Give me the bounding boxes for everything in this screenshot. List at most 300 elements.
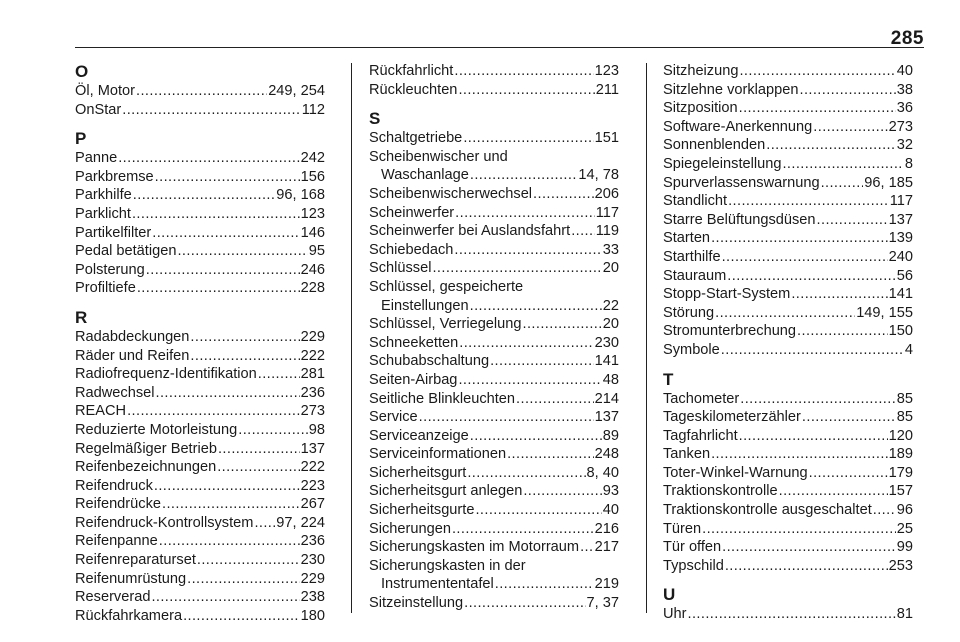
entry-pages: 141 — [888, 286, 913, 303]
leader-dots — [152, 224, 299, 243]
entry-term: Radiofrequenz-Identifikation — [75, 366, 257, 383]
index-entry — [369, 408, 619, 427]
entry-term: Reifendruck — [75, 477, 153, 494]
index-section — [663, 62, 913, 360]
leader-dots — [802, 408, 896, 427]
leader-dots — [455, 204, 595, 223]
entry-pages: 123 — [300, 205, 325, 222]
index-entry — [75, 458, 325, 477]
entry-pages: 180 — [300, 607, 325, 624]
index-entry — [663, 557, 913, 576]
index-entry — [663, 341, 913, 360]
leader-dots — [183, 607, 300, 626]
entry-term: Sitzeinstellung — [369, 595, 464, 612]
entry-pages: 246 — [300, 261, 325, 278]
entry-term: OnStar — [75, 101, 122, 118]
entry-pages: 96, 185 — [864, 174, 913, 191]
entry-pages: 229 — [300, 570, 325, 587]
entry-term: Schneeketten — [369, 334, 459, 351]
entry-pages: 96 — [896, 502, 913, 519]
leader-dots — [740, 390, 896, 409]
entry-pages: 151 — [594, 130, 619, 147]
leader-dots — [490, 352, 594, 371]
entry-pages: 149, 155 — [856, 304, 913, 321]
index-section — [75, 129, 325, 298]
leader-dots — [190, 347, 299, 366]
leader-dots — [727, 267, 895, 286]
entry-pages: 214 — [594, 390, 619, 407]
entry-term: Sicherheitsgurt — [369, 464, 467, 481]
index-entry — [75, 532, 325, 551]
leader-dots — [464, 594, 585, 613]
entry-term: Sicherungen — [369, 520, 451, 537]
index-column-1 — [75, 62, 325, 625]
entry-pages: 248 — [594, 446, 619, 463]
index-entry — [663, 211, 913, 230]
index-entry — [663, 267, 913, 286]
index-entry — [369, 371, 619, 390]
entry-pages: 120 — [888, 427, 913, 444]
index-entry — [663, 99, 913, 118]
index-entry — [663, 136, 913, 155]
leader-dots — [533, 185, 594, 204]
entry-pages: 20 — [602, 260, 619, 277]
entry-pages: 89 — [602, 427, 619, 444]
leader-dots — [470, 427, 602, 446]
leader-dots — [739, 62, 895, 81]
leader-dots — [459, 334, 593, 353]
index-entry — [663, 482, 913, 501]
index-section — [369, 62, 619, 99]
entry-pages: 99 — [896, 539, 913, 556]
index-entry — [75, 82, 325, 101]
entry-term-line1: Schlüssel, gespeicherte — [369, 278, 524, 295]
index-entry — [75, 421, 325, 440]
entry-pages: 222 — [300, 347, 325, 364]
section-letter: O — [75, 62, 89, 81]
leader-dots — [702, 520, 896, 539]
leader-dots — [132, 205, 300, 224]
index-entry — [75, 242, 325, 261]
entry-pages: 179 — [888, 464, 913, 481]
entry-pages: 85 — [896, 409, 913, 426]
index-entry — [369, 315, 619, 334]
entry-term: Parklicht — [75, 205, 131, 222]
leader-dots — [254, 514, 275, 533]
section-letter: U — [663, 585, 676, 605]
index-entry — [75, 607, 325, 626]
leader-dots — [467, 464, 585, 483]
index-entry — [75, 495, 325, 514]
entry-term: Partikelfilter — [75, 224, 152, 241]
entry-pages: 236 — [300, 384, 325, 401]
leader-dots — [118, 149, 299, 168]
entry-pages: 40 — [602, 502, 619, 519]
leader-dots — [711, 445, 888, 464]
index-entry — [369, 148, 619, 185]
entry-term: Einstellungen — [381, 297, 469, 314]
leader-dots — [190, 328, 299, 347]
entry-term: Profiltiefe — [75, 280, 136, 297]
entry-pages: 228 — [300, 280, 325, 297]
entry-term: Sicherungskasten im Motorraum — [369, 539, 580, 556]
leader-dots — [739, 427, 888, 446]
entry-term: Störung — [663, 304, 715, 321]
entry-term: Seiten-Airbag — [369, 371, 458, 388]
index-entry — [663, 445, 913, 464]
entry-term: Reifendrücke — [75, 496, 161, 513]
index-entry — [369, 557, 619, 594]
index-entry — [663, 248, 913, 267]
index-entry — [663, 304, 913, 323]
entry-term: Sitzheizung — [663, 63, 739, 79]
leader-dots — [137, 279, 300, 298]
entry-pages: 253 — [888, 557, 913, 574]
leader-dots — [817, 211, 888, 230]
index-entry — [369, 259, 619, 278]
leader-dots — [197, 551, 300, 570]
entry-term: Serviceanzeige — [369, 427, 469, 444]
entry-term: Schiebedach — [369, 241, 454, 258]
entry-term: Symbole — [663, 341, 720, 358]
entry-pages: 123 — [594, 63, 619, 79]
entry-term: Radabdeckungen — [75, 328, 190, 345]
index-entry — [75, 514, 325, 533]
entry-pages: 137 — [888, 211, 913, 228]
entry-pages: 98 — [308, 421, 325, 438]
entry-pages: 156 — [300, 168, 325, 185]
entry-pages: 56 — [896, 267, 913, 284]
entry-pages: 141 — [594, 353, 619, 370]
index-entry — [75, 224, 325, 243]
entry-term: Reifenumrüstung — [75, 570, 187, 587]
leader-dots — [218, 440, 300, 459]
leader-dots — [419, 408, 594, 427]
entry-term: Sitzlehne vorklappen — [663, 81, 799, 98]
leader-dots — [454, 241, 601, 260]
entry-term: Reifenreparaturset — [75, 552, 196, 569]
entry-pages: 236 — [300, 533, 325, 550]
leader-dots — [571, 222, 595, 241]
entry-pages: 85 — [896, 390, 913, 407]
index-entry — [663, 501, 913, 520]
entry-term: Stauraum — [663, 267, 727, 284]
entry-term: Regelmäßiger Betrieb — [75, 440, 217, 457]
index-section — [75, 308, 325, 626]
leader-dots — [155, 168, 300, 187]
index-entry — [369, 129, 619, 148]
section-letter: P — [75, 129, 87, 149]
leader-dots — [495, 575, 594, 594]
leader-dots — [821, 174, 864, 193]
leader-dots — [523, 315, 602, 334]
index-entry — [75, 279, 325, 298]
entry-term: Stromunterbrechung — [663, 323, 797, 340]
entry-term: Serviceinformationen — [369, 446, 507, 463]
header-rule — [75, 47, 924, 48]
entry-pages: 96, 168 — [276, 187, 325, 204]
entry-pages: 4 — [904, 341, 913, 358]
leader-dots — [122, 101, 301, 120]
index-entry — [369, 278, 619, 315]
entry-term: Starre Belüftungsdüsen — [663, 211, 816, 228]
entry-term: Schaltgetriebe — [369, 130, 463, 147]
entry-pages: 230 — [594, 334, 619, 351]
leader-dots — [722, 538, 896, 557]
leader-dots — [463, 129, 593, 148]
leader-dots — [722, 248, 888, 267]
index-column-2 — [369, 62, 619, 613]
leader-dots — [177, 242, 307, 261]
leader-dots — [715, 304, 855, 323]
entry-term: Service — [369, 409, 418, 426]
index-entry — [75, 328, 325, 347]
entry-pages: 137 — [300, 440, 325, 457]
entry-pages: 157 — [888, 483, 913, 500]
entry-pages: 38 — [896, 81, 913, 98]
index-entry — [663, 322, 913, 341]
leader-dots — [799, 81, 895, 100]
entry-term-line2 — [369, 297, 619, 316]
leader-dots — [725, 557, 888, 576]
index-section — [369, 109, 619, 612]
entry-pages: 8, 40 — [586, 464, 619, 481]
entry-term: Uhr — [663, 606, 687, 623]
index-entry — [663, 408, 913, 427]
entry-term: Sitzposition — [663, 100, 738, 117]
index-entry — [663, 174, 913, 193]
entry-pages: 150 — [888, 323, 913, 340]
index-entry — [663, 285, 913, 304]
leader-dots — [797, 322, 888, 341]
entry-term: Rückfahrlicht — [369, 63, 454, 79]
entry-term: Tagfahrlicht — [663, 427, 738, 444]
leader-dots — [136, 82, 267, 101]
index-entry — [75, 186, 325, 205]
entry-term: Traktionskontrolle — [663, 483, 778, 500]
index-entry — [75, 149, 325, 168]
entry-pages: 267 — [300, 496, 325, 513]
entry-term: Reduzierte Motorleistung — [75, 421, 238, 438]
index-entry — [663, 155, 913, 174]
leader-dots — [507, 445, 594, 464]
entry-pages: 32 — [896, 137, 913, 154]
leader-dots — [791, 285, 887, 304]
leader-dots — [238, 421, 308, 440]
entry-term: Tanken — [663, 446, 711, 463]
leader-dots — [470, 166, 578, 185]
index-entry — [75, 261, 325, 280]
entry-term: Sicherheitsgurt anlegen — [369, 483, 523, 500]
leader-dots — [146, 261, 300, 280]
entry-term-line2 — [369, 575, 619, 594]
entry-term: Scheinwerfer — [369, 204, 455, 221]
entry-pages: 7, 37 — [586, 595, 619, 612]
leader-dots — [873, 501, 896, 520]
leader-dots — [154, 477, 300, 496]
index-entry — [369, 464, 619, 483]
index-entry — [75, 440, 325, 459]
entry-term: Waschanlage — [381, 167, 469, 184]
index-entry — [663, 520, 913, 539]
leader-dots — [580, 538, 594, 557]
entry-term: Reserverad — [75, 589, 151, 606]
index-entry — [369, 501, 619, 520]
entry-pages: 139 — [888, 230, 913, 247]
index-entry — [369, 482, 619, 501]
leader-dots — [151, 588, 299, 607]
index-entry — [369, 334, 619, 353]
index-entry — [663, 538, 913, 557]
leader-dots — [779, 482, 888, 501]
entry-pages: 137 — [594, 409, 619, 426]
leader-dots — [458, 81, 594, 100]
entry-term: Sonnenblenden — [663, 137, 766, 154]
entry-term: Polsterung — [75, 261, 145, 278]
entry-term: Standlicht — [663, 193, 728, 210]
leader-dots — [721, 341, 904, 360]
index-entry — [663, 427, 913, 446]
leader-dots — [711, 229, 888, 248]
entry-term: Scheibenwischerwechsel — [369, 185, 533, 202]
leader-dots — [133, 186, 276, 205]
index-entry — [369, 81, 619, 100]
leader-dots — [475, 501, 601, 520]
entry-term: Türen — [663, 520, 702, 537]
entry-pages: 223 — [300, 477, 325, 494]
index-entry — [663, 192, 913, 211]
entry-pages: 273 — [300, 403, 325, 420]
index-entry — [369, 427, 619, 446]
entry-term: Starten — [663, 230, 711, 247]
entry-pages: 240 — [888, 248, 913, 265]
leader-dots — [728, 192, 889, 211]
index-entry — [663, 464, 913, 483]
entry-term: Parkbremse — [75, 168, 154, 185]
index-entry — [75, 101, 325, 120]
entry-pages: 230 — [300, 552, 325, 569]
leader-dots — [766, 136, 896, 155]
entry-term: Schubabschaltung — [369, 353, 490, 370]
entry-pages: 119 — [595, 223, 619, 240]
entry-pages: 14, 78 — [578, 167, 619, 184]
index-entry — [369, 222, 619, 241]
leader-dots — [162, 495, 300, 514]
leader-dots — [156, 384, 300, 403]
entry-pages: 273 — [888, 118, 913, 135]
entry-term: Spurverlassenswarnung — [663, 174, 820, 191]
entry-pages: 33 — [602, 241, 619, 258]
section-letter: R — [75, 307, 88, 327]
entry-term-line1: Sicherungskasten in der — [369, 557, 526, 574]
entry-term: Rückleuchten — [369, 81, 458, 98]
index-entry — [663, 605, 913, 624]
index-entry — [75, 551, 325, 570]
leader-dots — [523, 482, 601, 501]
index-entry — [369, 241, 619, 260]
entry-pages: 229 — [300, 328, 325, 345]
entry-pages: 20 — [602, 316, 619, 333]
leader-dots — [452, 520, 594, 539]
entry-pages: 206 — [594, 185, 619, 202]
entry-pages: 48 — [602, 371, 619, 388]
entry-pages: 97, 224 — [276, 514, 325, 531]
entry-pages: 36 — [896, 100, 913, 117]
index-entry — [75, 365, 325, 384]
leader-dots — [688, 605, 896, 624]
entry-term: Starthilfe — [663, 248, 721, 265]
index-entry — [663, 62, 913, 81]
entry-pages: 242 — [300, 150, 325, 167]
entry-term: Seitliche Blinkleuchten — [369, 390, 516, 407]
index-entry — [369, 204, 619, 223]
entry-term: Schlüssel — [369, 260, 432, 277]
index-column-3 — [663, 62, 913, 624]
leader-dots — [432, 259, 601, 278]
index-entry — [369, 594, 619, 613]
leader-dots — [470, 297, 602, 316]
index-entry — [663, 81, 913, 100]
leader-dots — [516, 390, 594, 409]
column-divider — [351, 63, 352, 613]
entry-term: Scheinwerfer bei Auslandsfahrt — [369, 223, 571, 240]
entry-term: Radwechsel — [75, 384, 155, 401]
leader-dots — [813, 118, 887, 137]
entry-pages: 222 — [300, 459, 325, 476]
index-entry — [663, 390, 913, 409]
entry-term: Software-Anerkennung — [663, 118, 813, 135]
entry-pages: 22 — [602, 297, 619, 314]
leader-dots — [127, 402, 300, 421]
index-section — [75, 62, 325, 119]
leader-dots — [809, 464, 888, 483]
index-entry — [75, 588, 325, 607]
entry-pages: 93 — [602, 483, 619, 500]
index-entry — [369, 445, 619, 464]
entry-term: Pedal betätigen — [75, 243, 177, 260]
entry-term-line2 — [369, 166, 619, 185]
index-entry — [663, 118, 913, 137]
entry-pages: 189 — [888, 446, 913, 463]
entry-pages: 117 — [595, 204, 619, 221]
index-entry — [369, 538, 619, 557]
index-entry — [75, 477, 325, 496]
leader-dots — [187, 570, 300, 589]
column-divider — [646, 63, 647, 613]
entry-term: Reifenbezeichnungen — [75, 459, 217, 476]
entry-term: Traktionskontrolle ausgeschaltet — [663, 502, 872, 519]
entry-pages: 219 — [594, 576, 619, 593]
entry-term: REACH — [75, 403, 127, 420]
entry-term: Instrumententafel — [381, 576, 494, 593]
entry-term: Spiegeleinstellung — [663, 155, 782, 172]
entry-pages: 249, 254 — [268, 83, 325, 99]
index-entry — [663, 229, 913, 248]
entry-term: Stopp-Start-System — [663, 286, 791, 303]
index-entry — [75, 347, 325, 366]
entry-term-line1: Scheibenwischer und — [369, 148, 508, 165]
entry-pages: 146 — [300, 224, 325, 241]
leader-dots — [782, 155, 903, 174]
entry-pages: 211 — [595, 81, 619, 98]
index-entry — [75, 402, 325, 421]
entry-term: Räder und Reifen — [75, 347, 190, 364]
index-entry — [369, 390, 619, 409]
entry-term: Tageskilometerzähler — [663, 409, 801, 426]
entry-term: Reifenpanne — [75, 533, 158, 550]
index-entry — [369, 185, 619, 204]
entry-pages: 81 — [896, 606, 913, 623]
